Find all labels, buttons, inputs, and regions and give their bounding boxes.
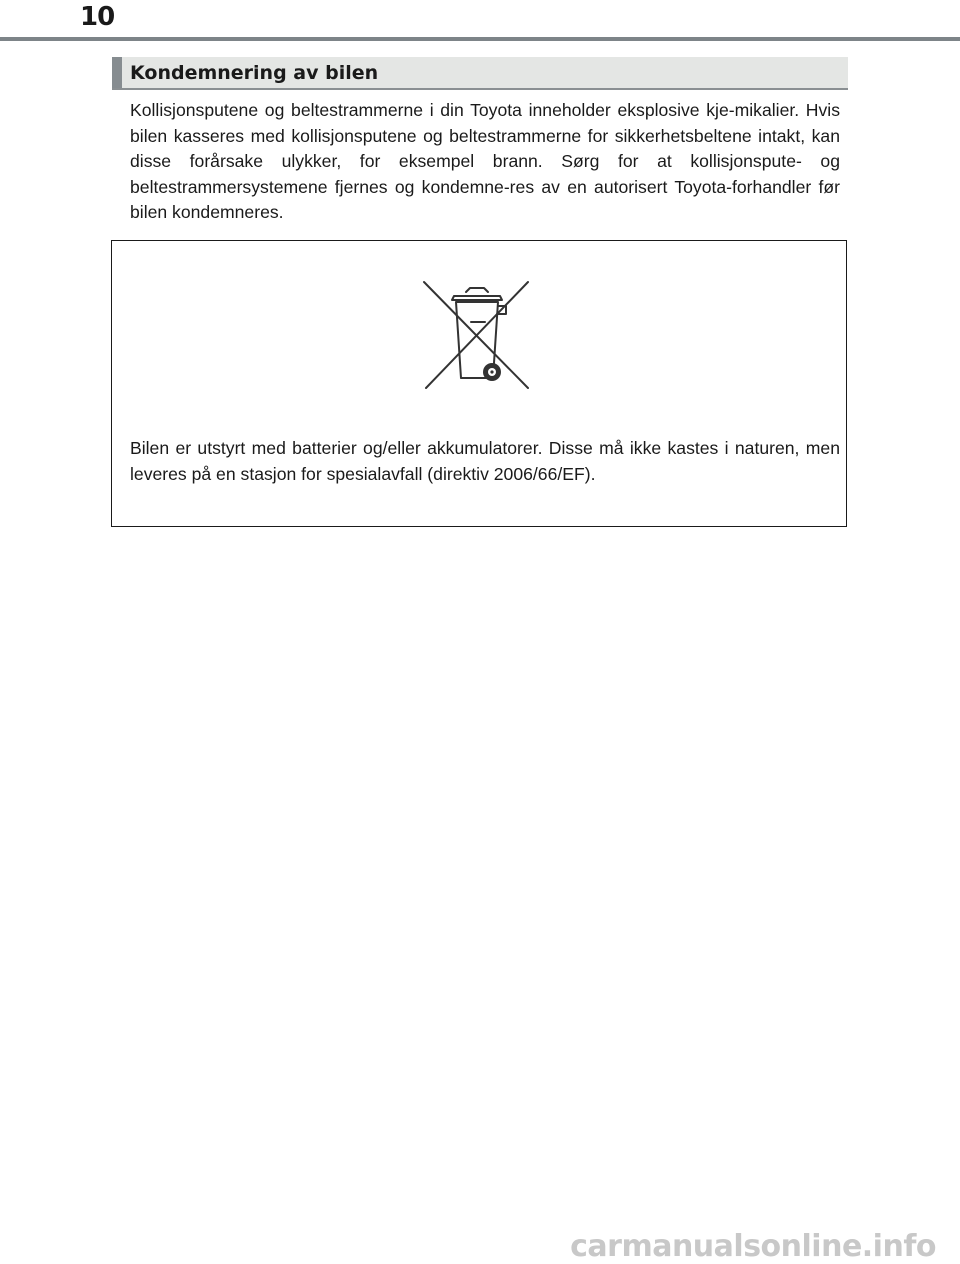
header-rule bbox=[0, 37, 960, 41]
section-header-bar bbox=[112, 57, 122, 88]
notice-text: Bilen er utstyrt med batterier og/eller akkumulatorer. Disse må ikke kastes i naturen, men leveres på en stasjon for spesialavfall (direktiv 2006/66/EF). bbox=[130, 438, 840, 484]
section-header bbox=[112, 57, 848, 90]
section-paragraph: Kollisjonsputene og beltestrammerne i din Toyota inneholder eksplosive kje-mikalier. Hvis bilen kasseres med kollisjonsputene og beltestrammerne for sikkerhetsbeltene intakt, kan disse forårsake ulykker, for eksempel brann. Sørg for at kollisjonspute- og beltestrammersystemene fjernes og kondemne-res av en autorisert Toyota-forhandler før bilen kondemneres. bbox=[130, 100, 840, 222]
page-number: 10 bbox=[80, 2, 115, 32]
section-title: Kondemnering av bilen bbox=[130, 62, 379, 84]
watermark: carmanualsonline.info bbox=[570, 1229, 936, 1264]
crossed-out-wheelie-bin-icon bbox=[420, 278, 532, 392]
